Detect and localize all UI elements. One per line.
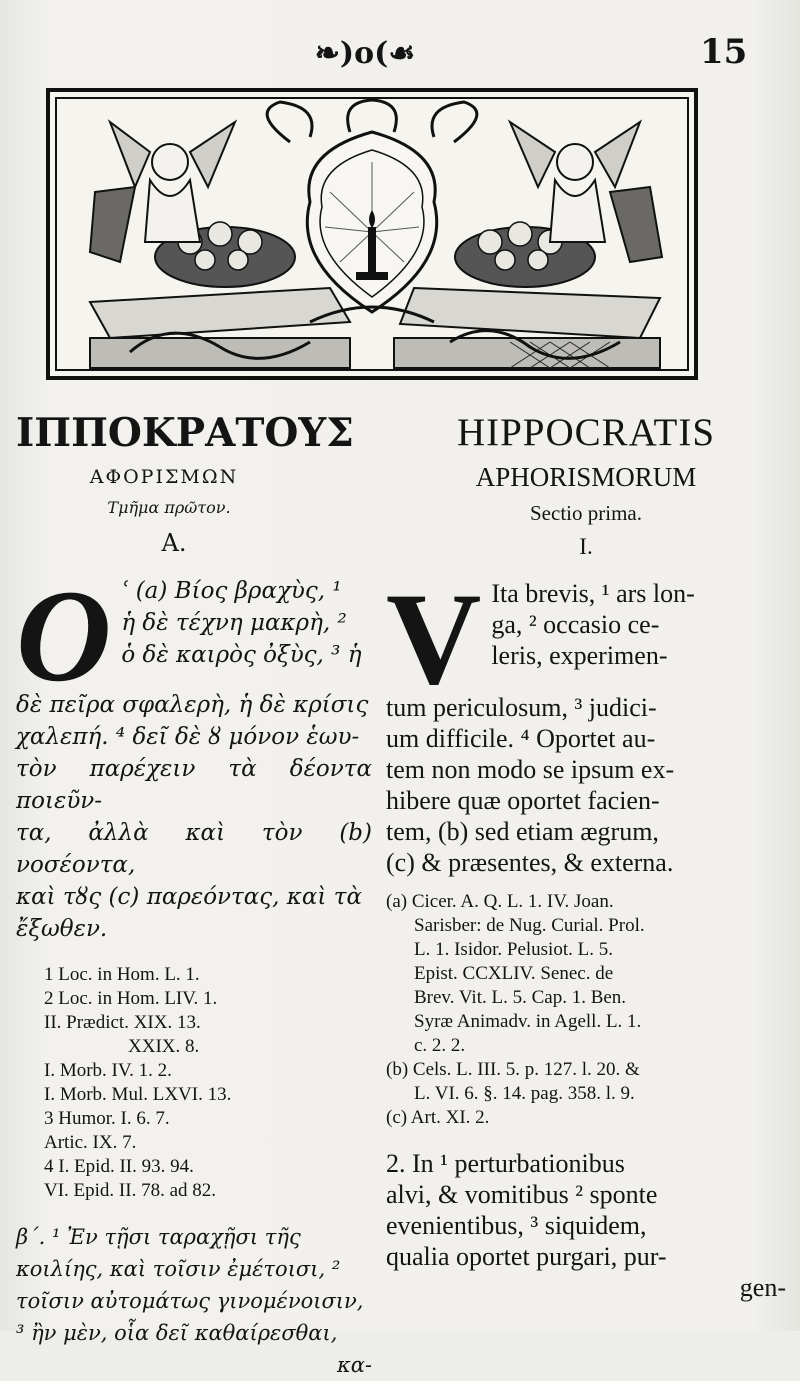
latin-line: tem, (b) sed etiam ægrum, bbox=[386, 817, 659, 846]
reference-line: (c) Art. XI. 2. bbox=[386, 1107, 490, 1128]
reference-line: Epist. CCXLIV. Senec. de bbox=[414, 963, 614, 984]
engraved-headpiece bbox=[46, 88, 698, 380]
reference-line: XXIX. 8. bbox=[128, 1036, 200, 1057]
reference-line: L. 1. Isidor. Pelusiot. L. 5. bbox=[414, 939, 613, 960]
latin-aphorism-2 bbox=[386, 1148, 786, 1303]
reference-line: (a) Cicer. A. Q. L. 1. IV. Joan. bbox=[386, 891, 614, 912]
greek-references bbox=[16, 963, 372, 1203]
latin-line: tem non modo se ipsum ex- bbox=[386, 755, 675, 784]
greek-line: καὶ τȣς (c) παρεόντας, καὶ τὰ bbox=[16, 884, 362, 910]
latin-line: ga, ² occasio ce- bbox=[491, 610, 660, 639]
greek-line: κα- bbox=[336, 1353, 372, 1377]
latin-line: (c) & præsentes, & externa. bbox=[386, 848, 674, 877]
greek-aphorism-2 bbox=[16, 1221, 372, 1381]
greek-line: β΄. ¹ Ἐν τῇσι ταραχῇσι τῆς bbox=[16, 1225, 301, 1249]
greek-section-heading: Τμῆμα πρῶτον. bbox=[107, 498, 231, 517]
reference-line: L. VI. 6. §. 14. pag. 358. l. 9. bbox=[414, 1083, 635, 1104]
reference-line: Artic. IX. 7. bbox=[44, 1132, 137, 1153]
latin-title: HIPPOCRATIS bbox=[456, 411, 716, 454]
greek-line: χαλεπή. ⁴ δεῖ δὲ ȣ μόνον ἑωυ- bbox=[16, 724, 360, 750]
latin-line: alvi, & vomitibus ² sponte bbox=[386, 1180, 658, 1209]
reference-line: Syræ Animadv. in Agell. L. 1. bbox=[414, 1011, 642, 1032]
latin-line: tum periculosum, ³ judici- bbox=[386, 693, 657, 722]
greek-line: δὲ πεῖρα σφαλερὴ, ἡ δὲ κρίσις bbox=[16, 692, 369, 718]
greek-line: τὸν παρέχειν τὰ δέοντα ποιεῦν- bbox=[16, 756, 372, 814]
greek-line: ἡ δὲ τέχνη μακρὴ, ² bbox=[121, 610, 347, 636]
latin-aphorism-number: I. bbox=[579, 534, 593, 559]
reference-line: Brev. Vit. L. 5. Cap. 1. Ben. bbox=[414, 987, 627, 1008]
greek-line: ἔξωθεν. bbox=[16, 916, 108, 942]
reference-line: c. 2. 2. bbox=[414, 1035, 466, 1056]
latin-line: um difficile. ⁴ Oportet au- bbox=[386, 724, 656, 753]
latin-line: 2. In ¹ perturbationibus bbox=[386, 1149, 625, 1178]
page-number: 15 bbox=[700, 32, 748, 72]
latin-line: gen- bbox=[739, 1273, 786, 1302]
latin-subtitle: APHORISMORUM bbox=[475, 462, 697, 492]
greek-dropcap: O bbox=[16, 562, 112, 709]
greek-line: ʿ (a) Βίος βραχὺς, ¹ bbox=[121, 578, 342, 604]
latin-line: hibere quæ oportet facien- bbox=[386, 786, 660, 815]
latin-line: Ita brevis, ¹ ars lon- bbox=[491, 579, 695, 608]
latin-references bbox=[386, 890, 786, 1130]
reference-line: I. Morb. IV. 1. 2. bbox=[44, 1060, 172, 1081]
reference-line: I. Morb. Mul. LXVI. 13. bbox=[44, 1084, 232, 1105]
greek-line: ὁ δὲ καιρὸς ὀξὺς, ³ ἡ bbox=[121, 642, 362, 668]
greek-line: κοιλίης, καὶ τοῖσιν ἐμέτοισι, ² bbox=[16, 1257, 341, 1281]
reference-line: Sarisber: de Nug. Curial. Prol. bbox=[414, 915, 645, 936]
reference-line: 4 I. Epid. II. 93. 94. bbox=[44, 1156, 194, 1177]
reference-line: 2 Loc. in Hom. LIV. 1. bbox=[44, 988, 218, 1009]
greek-line: τοῖσιν αὐτομάτως γινομένοισιν, bbox=[16, 1289, 364, 1313]
latin-column bbox=[386, 410, 786, 1303]
reference-line: (b) Cels. L. III. 5. p. 127. l. 20. & bbox=[386, 1059, 640, 1080]
greek-line: ³ ἢν μὲν, οἷα δεῖ καθαίρεσθαι, bbox=[16, 1321, 338, 1345]
reference-line: VI. Epid. II. 78. ad 82. bbox=[44, 1180, 217, 1201]
greek-aphorism-text bbox=[16, 562, 372, 945]
greek-column bbox=[16, 410, 372, 1381]
latin-aphorism-text bbox=[386, 565, 786, 878]
reference-line: 3 Humor. I. 6. 7. bbox=[44, 1108, 170, 1129]
greek-line: τα, ἀλλὰ καὶ τὸν (b) νοσέοντα, bbox=[16, 820, 372, 878]
greek-aphorism-number: Α. bbox=[161, 529, 187, 557]
greek-subtitle: ΑΦΟΡΙΣΜΩΝ bbox=[89, 466, 239, 488]
headpiece-illustration bbox=[50, 92, 694, 376]
latin-line: qualia oportet purgari, pur- bbox=[386, 1242, 667, 1271]
reference-line: II. Prædict. XIX. 13. bbox=[44, 1012, 201, 1033]
greek-title: ΙΠΠΟΚΡΑΤΟΥΣ bbox=[16, 410, 354, 456]
reference-line: 1 Loc. in Hom. L. 1. bbox=[44, 964, 200, 985]
latin-dropcap: V bbox=[386, 565, 482, 712]
latin-line: leris, experimen- bbox=[491, 641, 668, 670]
latin-line: evenientibus, ³ siquidem, bbox=[386, 1211, 647, 1240]
header-ornament: ❧)o(☙ bbox=[314, 36, 416, 71]
latin-section-heading: Sectio prima. bbox=[530, 501, 642, 525]
